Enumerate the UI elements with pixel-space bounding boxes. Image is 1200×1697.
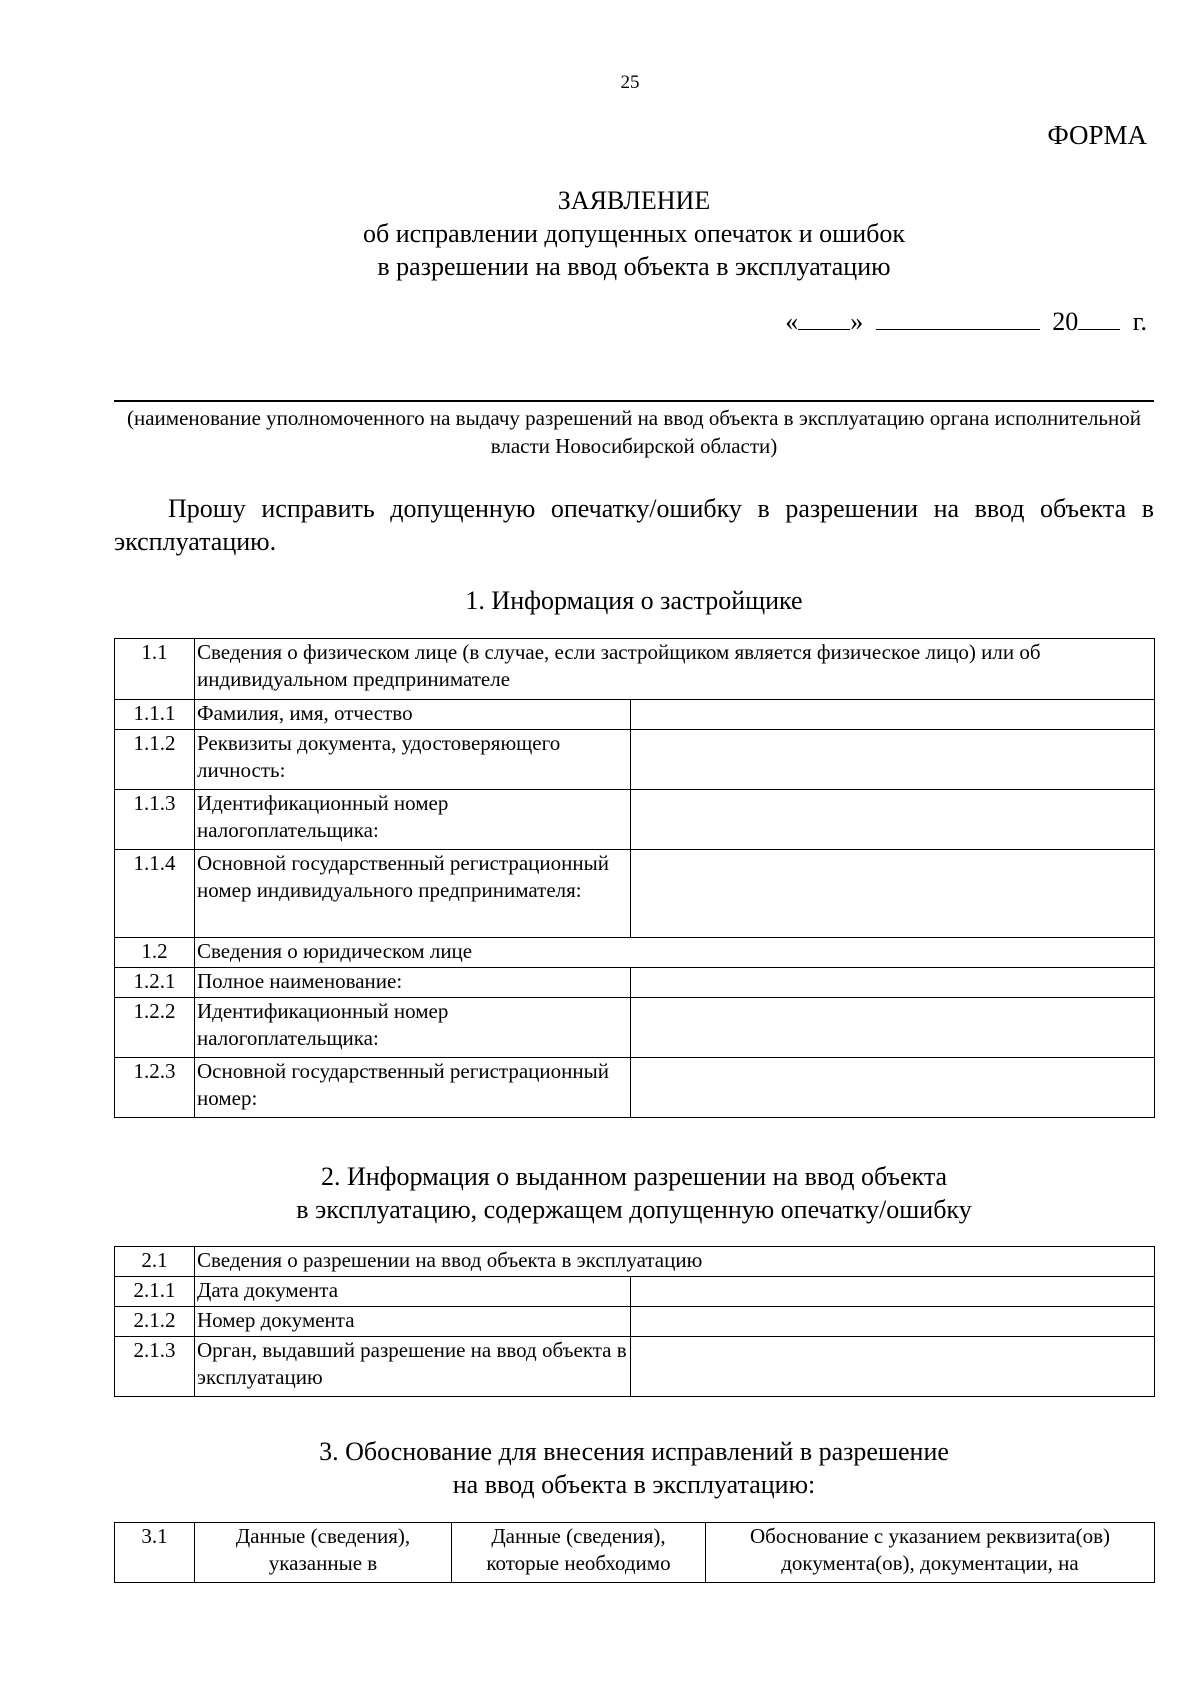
- table-row: [115, 998, 1155, 1058]
- row-label: Орган, выдавший разрешение на ввод объекта в эксплуатацию: [195, 1337, 631, 1397]
- column-header-justification: Обоснование с указанием реквизита(ов) документа(ов), документации, на: [706, 1523, 1155, 1583]
- organization-caption: (наименование уполномоченного на выдачу разрешений на ввод объекта в эксплуатацию органа исполнительной власти Новосибирской области): [127, 406, 1141, 458]
- column-header-stated-data: Данные (сведения), указанные в: [195, 1523, 452, 1583]
- organization-name-line[interactable]: [114, 400, 1154, 402]
- document-date-field[interactable]: [631, 1277, 1155, 1307]
- date-close-quote: »: [850, 307, 864, 336]
- row-number: 2.1.1: [115, 1277, 195, 1307]
- table-row: [115, 850, 1155, 938]
- row-label: Реквизиты документа, удостоверяющего личность:: [195, 730, 631, 790]
- year-prefix: 20: [1052, 307, 1079, 336]
- company-name-field[interactable]: [631, 968, 1155, 998]
- row-label: Номер документа: [195, 1307, 631, 1337]
- ogrnip-field[interactable]: [631, 850, 1155, 938]
- column-header-required-data: Данные (сведения), которые необходимо: [452, 1523, 706, 1583]
- table-row: [115, 700, 1155, 730]
- document-title: [114, 184, 1154, 283]
- section-3-title: [114, 1435, 1154, 1501]
- row-label: Сведения о физическом лице (в случае, если застройщиком является физическое лицо) или об индивидуальном предпринимателе: [195, 639, 1155, 700]
- page-number: 25: [620, 72, 640, 93]
- title-line-1: ЗАЯВЛЕНИЕ: [557, 186, 711, 215]
- row-number: 2.1.2: [115, 1307, 195, 1337]
- issuing-authority-field[interactable]: [631, 1337, 1155, 1397]
- day-blank[interactable]: [798, 329, 850, 330]
- company-inn-field[interactable]: [631, 998, 1155, 1058]
- row-number: 2.1.3: [115, 1337, 195, 1397]
- section-3-title-line-2: на ввод объекта в эксплуатацию:: [452, 1470, 816, 1499]
- row-number: 1.1: [115, 639, 195, 700]
- section-3-table: [114, 1522, 1155, 1583]
- table-row: [115, 1307, 1155, 1337]
- document-number-field[interactable]: [631, 1307, 1155, 1337]
- table-row: [115, 1523, 1155, 1583]
- title-line-2: об исправлении допущенных опечаток и ошибок: [363, 219, 905, 248]
- table-row: [115, 790, 1155, 850]
- row-number: 1.2.2: [115, 998, 195, 1058]
- table-row: [115, 1277, 1155, 1307]
- table-row: [115, 968, 1155, 998]
- row-label: Сведения о разрешении на ввод объекта в эксплуатацию: [195, 1247, 1155, 1277]
- section-2-title-line-1: 2. Информация о выданном разрешении на ввод объекта: [320, 1162, 948, 1191]
- row-number: 1.2.1: [115, 968, 195, 998]
- row-label: Фамилия, имя, отчество: [195, 700, 631, 730]
- year-blank[interactable]: [1078, 329, 1120, 330]
- table-row: [115, 730, 1155, 790]
- section-1-title: 1. Информация о застройщике: [465, 586, 803, 615]
- table-row: [115, 938, 1155, 968]
- table-row: [115, 1337, 1155, 1397]
- date-open-quote: «: [785, 307, 799, 336]
- month-blank[interactable]: [876, 329, 1040, 330]
- ogrn-field[interactable]: [631, 1058, 1155, 1118]
- table-row: [115, 639, 1155, 700]
- row-label: Дата документа: [195, 1277, 631, 1307]
- row-number: 1.2.3: [115, 1058, 195, 1118]
- request-paragraph: [114, 492, 1154, 558]
- row-label: Полное наименование:: [195, 968, 631, 998]
- section-2-title: [114, 1160, 1154, 1226]
- identity-document-field[interactable]: [631, 730, 1155, 790]
- year-suffix: г.: [1132, 307, 1147, 336]
- row-number: 1.1.2: [115, 730, 195, 790]
- form-label: ФОРМА: [1047, 120, 1147, 150]
- table-row: [115, 1058, 1155, 1118]
- section-2-table: [114, 1246, 1155, 1397]
- table-row: [115, 1247, 1155, 1277]
- row-number: 1.1.4: [115, 850, 195, 938]
- row-label: Основной государственный регистрационный номер:: [195, 1058, 631, 1118]
- date-line: [785, 307, 1147, 337]
- row-number: 3.1: [115, 1523, 195, 1583]
- title-line-3: в разрешении на ввод объекта в эксплуатацию: [377, 252, 891, 281]
- section-2-title-line-2: в эксплуатацию, содержащем допущенную опечатку/ошибку: [296, 1195, 972, 1224]
- row-label: Идентификационный номер налогоплательщика:: [195, 998, 631, 1058]
- row-label: Сведения о юридическом лице: [195, 938, 1155, 968]
- row-label: Идентификационный номер налогоплательщика:: [195, 790, 631, 850]
- row-label: Основной государственный регистрационный номер индивидуального предпринимателя:: [195, 850, 631, 938]
- row-number: 1.1.1: [115, 700, 195, 730]
- row-number: 1.1.3: [115, 790, 195, 850]
- section-1-table: [114, 638, 1155, 1118]
- inn-field[interactable]: [631, 790, 1155, 850]
- row-number: 2.1: [115, 1247, 195, 1277]
- request-text: Прошу исправить допущенную опечатку/ошибку в разрешении на ввод объекта в эксплуатацию.: [114, 494, 1154, 556]
- section-3-title-line-1: 3. Обоснование для внесения исправлений в разрешение: [319, 1437, 949, 1466]
- row-number: 1.2: [115, 938, 195, 968]
- full-name-field[interactable]: [631, 700, 1155, 730]
